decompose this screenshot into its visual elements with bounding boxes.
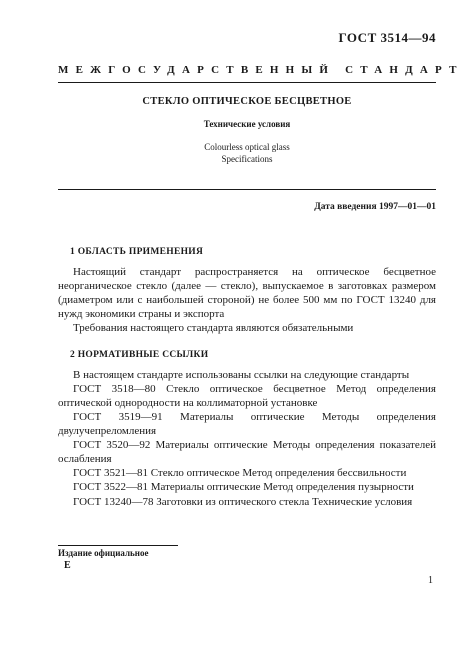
document-number: ГОСТ 3514—94 [338, 30, 436, 45]
reference-item: ГОСТ 3521—81 Стекло оптическое Метод определения бессвильности [73, 467, 407, 480]
edition-mark: E [64, 560, 71, 571]
standard-banner: МЕЖГОСУДАРСТВЕННЫЙ СТАНДАРТ [58, 64, 464, 76]
section-spacer [58, 336, 436, 348]
paragraph: В настоящем стандарте использованы ссылки на следующие стандарты [73, 368, 410, 381]
edition-label: Издание официальное [58, 548, 149, 558]
introduction-date: Дата введения 1997—01—01 [314, 202, 436, 212]
reference-item: ГОСТ 3522—81 Материалы оптические Метод определения пузырности [73, 481, 414, 494]
paragraph: Требования настоящего стандарта являются обязательными [73, 322, 354, 335]
document-subtitle: Технические условия [203, 119, 291, 129]
page-number: 1 [428, 575, 433, 586]
title-divider [58, 189, 436, 190]
section-heading: 1 ОБЛАСТЬ ПРИМЕНЕНИЯ [70, 247, 204, 257]
reference-item: ГОСТ 13240—78 Заготовки из оптического стекла Технические условия [73, 495, 413, 508]
reference-item: ГОСТ 3519—91 Материалы оптические Методы определения двулучепреломления [58, 410, 436, 438]
english-title: Colourless optical glass [204, 142, 290, 152]
reference-item: ГОСТ 3518—80 Стекло оптическое бесцветное Метод определения оптической однородности на коллиматорной установке [58, 382, 436, 409]
section-normative-references [58, 348, 436, 509]
section-scope [58, 245, 436, 336]
section-heading: 2 НОРМАТИВНЫЕ ССЫЛКИ [70, 349, 209, 360]
document-body [58, 245, 436, 509]
footer-divider [58, 545, 178, 546]
header-divider [58, 82, 436, 83]
paragraph: Настоящий стандарт распространяется на оптическое бесцветное неорганическое стекло (далее — стекло), выпускаемое в заготовках размером (диаметром или с наибольшей стороной) не более 500 мм по ГОСТ 13240 для нужд экономики страны и экспорта [58, 266, 436, 321]
english-subtitle: Specifications [221, 154, 273, 164]
reference-item: ГОСТ 3520—92 Материалы оптические Методы определения показателей ослабления [58, 439, 436, 466]
title-block [58, 96, 436, 165]
document-title: СТЕКЛО ОПТИЧЕСКОЕ БЕСЦВЕТНОЕ [142, 96, 352, 107]
